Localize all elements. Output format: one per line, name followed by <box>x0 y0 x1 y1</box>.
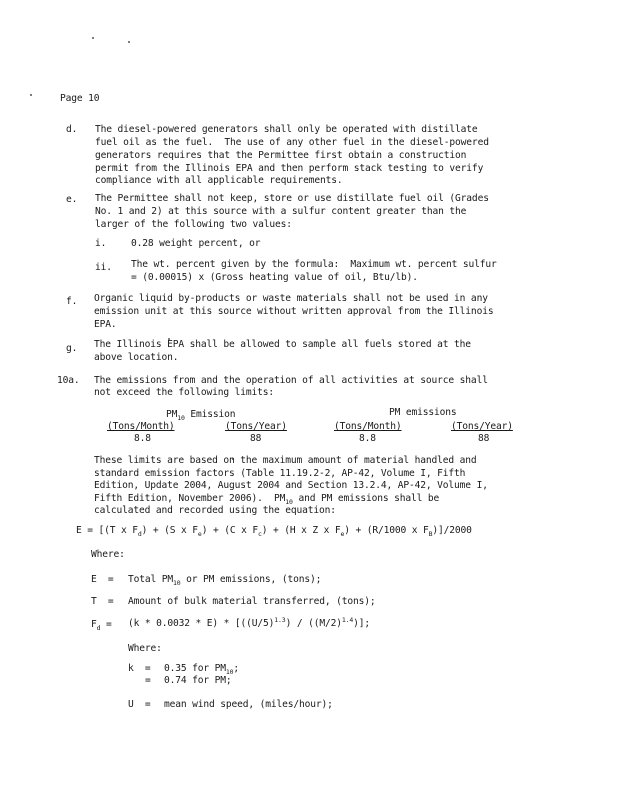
item-g-line: The Illinois EPA shall be allowed to sample all fuels stored at the <box>94 339 471 350</box>
scan-speck <box>128 41 130 43</box>
limit-col3-header: (Tons/Month) <box>334 421 402 432</box>
page-number: Page 10 <box>60 93 100 104</box>
item-10a-marker: 10a. <box>57 375 80 386</box>
item-d-line: compliance with all applicable requirements. <box>95 175 343 186</box>
basis-line: These limits are based on the maximum amount of material handled and <box>94 455 477 466</box>
item-e-ii-line: = (0.00015) x (Gross heating value of oil, Btu/lb). <box>131 272 418 283</box>
item-g-marker: g. <box>66 343 78 354</box>
basis-line: Fifth Edition, November 2006). $PM_{10}$ and PM emissions shall be <box>94 493 440 506</box>
item-d-line: generators requires that the Permittee first obtain a construction <box>95 150 467 161</box>
limit-col1-header: (Tons/Month) <box>107 421 175 432</box>
item-e-ii-marker: ii. <box>95 262 112 273</box>
basis-line: Edition, Update 2004, August 2004 and Section 13.2.4, AP-42, Volume I, <box>94 480 488 491</box>
item-f-line: emission unit at this source without written approval from the Illinois <box>94 306 494 317</box>
pm-emission-heading: PM emissions <box>389 407 457 418</box>
limit-col3-value: 8.8 <box>359 433 376 444</box>
def-T-text: Amount of bulk material transferred, (tons); <box>128 596 376 607</box>
emission-equation: E = [(T x $F_d) + (S$ x $F_e) + (C$ x $F_c) + (H$ x Z x $F_e) + (R/1000$ x $F_B)]/2000$ <box>76 525 472 538</box>
item-d-marker: d. <box>66 124 78 135</box>
def-U-text: mean wind speed, (miles/hour); <box>164 699 333 710</box>
limit-col4-header: (Tons/Year) <box>451 421 513 432</box>
item-f-line: Organic liquid by-products or waste materials shall not be used in any <box>94 293 488 304</box>
pm10-emission-heading: $PM_{10}$ Emission <box>166 409 236 422</box>
item-d-line: permit from the Illinois EPA and then perform stack testing to verify <box>95 163 484 174</box>
item-10a-line: The emissions from and the operation of all activities at source shall <box>94 375 488 386</box>
item-f-line: EPA. <box>94 319 117 330</box>
def-k-symbol: k = <box>128 663 151 674</box>
scan-speck <box>92 37 94 39</box>
basis-line: calculated and recorded using the equation: <box>94 505 336 516</box>
limit-col1-value: 8.8 <box>134 433 151 444</box>
basis-line: standard emission factors (Table 11.19.2-2, AP-42, Volume I, Fifth <box>94 468 466 479</box>
item-10a-line: not exceed the following limits: <box>94 387 275 398</box>
def-E-symbol: E = <box>91 574 114 585</box>
limit-col4-value: 88 <box>478 433 490 444</box>
limit-col2-header: (Tons/Year) <box>225 421 287 432</box>
def-Fd-symbol: $F_d$ = <box>91 619 112 632</box>
where-label: Where: <box>91 549 125 560</box>
def-T-symbol: T = <box>91 596 114 607</box>
item-d-line: The diesel-powered generators shall only be operated with distillate <box>95 124 478 135</box>
def-k-value-2: 0.74 for PM; <box>164 675 232 686</box>
item-g-line: above location. <box>94 352 179 363</box>
def-k-equals-2: = <box>145 675 151 686</box>
item-e-line: No. 1 and 2) at this source with a sulfur content greater than the <box>95 206 467 217</box>
scan-speck <box>30 94 32 96</box>
def-k-value-1: 0.35 for $PM_{10}$; <box>164 663 240 676</box>
limit-col2-value: 88 <box>250 433 262 444</box>
where-label-2: Where: <box>128 643 162 654</box>
item-d-line: fuel oil as the fuel. The use of any other fuel in the diesel-powered <box>95 137 489 148</box>
item-e-i-text: 0.28 weight percent, or <box>131 238 261 249</box>
def-E-text: Total $PM_{10}$ or PM emissions, (tons); <box>128 574 322 587</box>
item-e-ii-line: The wt. percent given by the formula: Maximum wt. percent sulfur <box>131 259 497 270</box>
item-e-i-marker: i. <box>95 238 107 249</box>
item-e-line: The Permittee shall not keep, store or use distillate fuel oil (Grades <box>95 193 489 204</box>
item-f-marker: f. <box>66 296 78 307</box>
def-U-symbol: U = <box>128 699 151 710</box>
item-e-marker: e. <box>66 194 78 205</box>
def-Fd-text: $(k * 0.0032 * E) * [((U/5)^{1.3}) / ((M/2)^{1.4})]$; <box>128 615 371 629</box>
item-e-line: larger of the following two values: <box>95 219 292 230</box>
